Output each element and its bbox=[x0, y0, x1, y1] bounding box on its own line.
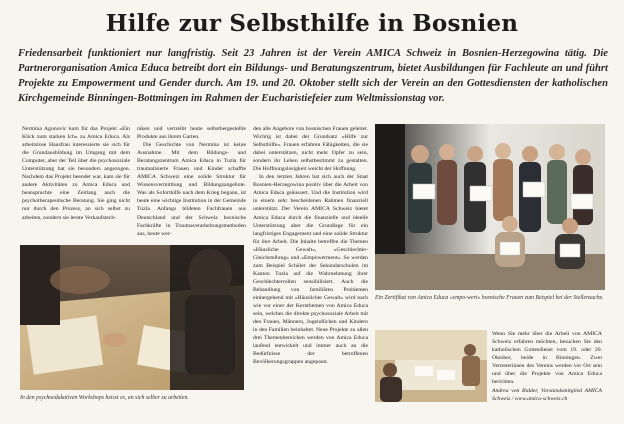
paragraph: den alle Angebote von bosnischen Frauen geleitet. Wichtig ist dabei der Grundsatz «Hilfe zur Selbsthilfe». Frauen erfahren Fähigkeiten, die sie dabei unterstützen, nicht mehr Opfer zu sein, sondern ihr Leben selbstbestimmt zu gestalten. Die Hoffnungslosigkeit weicht der Hoffnung. bbox=[253, 126, 368, 173]
text-column-2 bbox=[137, 125, 246, 238]
text-column-3 bbox=[253, 125, 368, 366]
text-column-1 bbox=[22, 125, 130, 222]
workshop-caption: In den psychoedukativen Workshops heisst es, an sich selber zu arbeiten. bbox=[20, 395, 189, 401]
article-lead: Friedensarbeit funktioniert nur langfristig. Seit 23 Jahren ist der Verein AMICA Schweiz in Bosnien-Herzegowina tätig. Die Partnerorganisation Amica Educa betreibt dort ein Bildungs- und Beratungszentrum, bietet Ausbildungen für Fachleute an und führt Projekte zu Empowerment und Gender durch. Am 19. und 20. Oktober stellt sich der Verein an den Gottesdiensten der katholischen Kirchgemeinde Binningen-Bottmingen im Rahmen der Eucharistiefeier zum Weltmissionstag vor. bbox=[18, 48, 608, 104]
group-photo bbox=[375, 124, 605, 290]
paragraph: Die Geschichte von Nermina ist keine Ausnahme. Mit dem Bildungs- und Beratungszentrum Amica Educa in Tuzla für traumatisierte Frauen und Kinder schaffte AMICA Schweiz eine solide Struktur für Wissensvermittlung und Bildungsangebote. Was als Soforthilfe nach dem Krieg begann, ist heute eine wichtige Institution in der Gemeinde Tuzla. Anfangs bildeten Fachfrauen aus Deutschland und der Schweiz bosnische Fachkräfte in Traumaverarbeitungsmethoden aus, heute wer- bbox=[137, 142, 246, 237]
group-photo-caption: Ein Zertifikat von Amica Educa «empo-wert» bosnische Frauen zum Beispiel bei der Stellensuche. bbox=[375, 295, 604, 301]
text-column-4 bbox=[492, 330, 602, 403]
article-title: Hilfe zur Selbsthilfe in Bosnien bbox=[105, 10, 519, 37]
workshop-photo bbox=[20, 245, 244, 390]
paragraph: Nermina Agunovic kam für das Projekt «Ein Klick zum starken Ich» zu Amica Educa. Als arbeitslose Hausfrau interessierte sie sich für die Grundausbildung im Umgang mit dem Computer, aber der Teil über die psychosoziale Unterstützung hat sie besonders angezogen. Nachdem das Projekt beendet war, kam sie für andere Aktivitäten zu Amica Educa und beanspruchte eine Zeitlang auch die psychotherapeutische Beratung. Sie ging nicht nur durch den Prozess, an sich selbst zu arbeiten, sondern sie lernte Verkaufstech- bbox=[22, 126, 130, 221]
paragraph: niken und vertreibt heute selbsthergestellte Produkte aus ihrem Garten. bbox=[137, 126, 246, 141]
author-signature: Andrea von Bidder, Vorstandsmitglied AMICA Schweiz / www.amica-schweiz.ch bbox=[492, 388, 602, 403]
paragraph: Wenn Sie mehr über die Arbeit von AMICA Schweiz erfahren möchten, besuchen Sie den katholischen Gottesdienst vom 19. oder 20. Oktober, beide in Binningen. Zwei Vertreterinnen des Vereins werden vor Ort sein und über die Projekte von Amica Educa berichten. bbox=[492, 331, 602, 386]
classroom-photo bbox=[375, 330, 487, 402]
paragraph: In den letzten Jahren hat sich auch der Staat Bosnien-Herzegowina positiv über die Arbeit von Amica Educa geäussert. Und die Institution wird in einem sehr bescheidenen Rahmen finanziell unterstützt. Der Verein AMICA Schweiz bietet Amica Educa durch die finanzielle und ideelle Unterstützung aber die Grundlage für ein langfristiges Engagement und eine solide Struktur für ihre Arbeit. Die Inhalte betreffen die Themen «Häusliche Gewalt», «Geschlechter-Gleichstellung» und «Empowerment». So werden zum Beispiel Schüler der Sekundarschulen im Kanton Tuzla auf die Wahrnehmung ihrer Geschlechterrollen sensibilisiert. Auch die Behandlung von familiären Problemen einhergehend mit «Häuslicher Gewalt» wird nach wie vor einer der Kernthemen von Amica Educa sein, welches die direkte psychosoziale Arbeit mit den Frauen, Männern, Jugendlichen und Kindern in den Familien beinhaltet. Neue Projekte zu allen drei Themenbereichen werden von Amica Educa laufend entwickelt und immer auch an die Bedürfnisse der betroffenen Bevölkerungsgruppen angepasst. bbox=[253, 174, 368, 366]
